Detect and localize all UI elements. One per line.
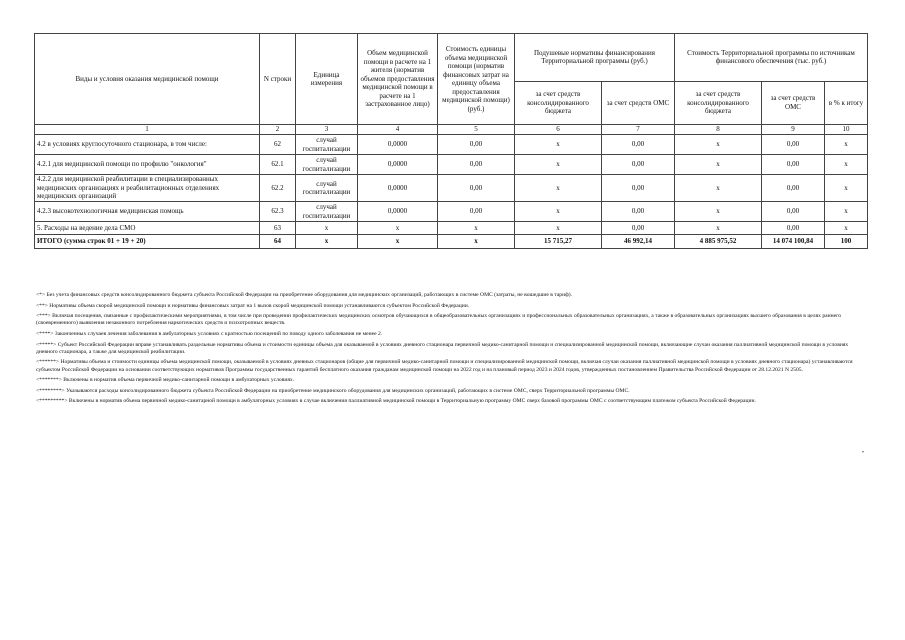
column-number: 5 — [438, 125, 515, 135]
column-number: 3 — [296, 125, 358, 135]
header-line: N строки — [260, 34, 296, 125]
row-unit: х — [296, 222, 358, 235]
column-number: 7 — [602, 125, 675, 135]
total-volume: х — [358, 235, 438, 249]
row-cost-oms: 0,00 — [762, 175, 825, 202]
row-percent: х — [825, 202, 868, 222]
subheader-pc-oms: за счет средств ОМС — [602, 81, 675, 124]
row-cost-budget: х — [675, 222, 762, 235]
total-pc-oms: 46 992,14 — [602, 235, 675, 249]
row-unit: случай госпитализации — [296, 155, 358, 175]
footnote: <*> Без учета финансовых средств консолидированного бюджета субъекта Российской Федерации на приобретение оборудования для медицинских организаций, работающих в системе ОМС (затраты, не вошедшие в тариф). — [36, 292, 572, 298]
table-row — [35, 202, 868, 222]
total-cost-budget: 4 885 975,52 — [675, 235, 762, 249]
header-program-cost: Стоимость Территориальной программы по источникам финансового обеспечения (тыс. руб.) — [675, 34, 868, 82]
row-volume: 0,0000 — [358, 135, 438, 155]
header-per-capita: Подушевые нормативы финансирования Территориальной программы (руб.) — [515, 34, 675, 82]
row-cost-budget: х — [675, 202, 762, 222]
row-line: 62.2 — [260, 175, 296, 202]
row-percent: х — [825, 155, 868, 175]
row-pc-budget: х — [515, 175, 602, 202]
subheader-pc-budget: за счет средств консолидированного бюджета — [515, 81, 602, 124]
footnote: <*******> Включены в норматив объема первичной медико-санитарной помощи в амбулаторных условиях. — [36, 377, 295, 384]
row-cost-oms: 0,00 — [762, 222, 825, 235]
row-unit-cost: 0,00 — [438, 202, 515, 222]
total-line: 64 — [260, 235, 296, 249]
footnote: <********> Указываются расходы консолидированного бюджета субъекта Российской Федерации на приобретение медицинского оборудования для медицинских организаций, работающих в системе ОМС, сверх Территориальной программы ОМС. — [36, 387, 630, 394]
row-name: 5. Расходы на ведение дела СМО — [35, 222, 260, 235]
footnote: <******> Нормативы объема и стоимости единицы объема медицинской помощи, оказываемой в условиях дневных стационаров (общие для первичной медико-санитарной помощи и специализированной медицинской помощи, включая случаи оказания паллиативной медицинской помощи в условиях дневного стационара) устанавливаются субъектом Российской Федерации на основании соответствующих нормативов Программы государственных гарантий бесплатного оказания гражданам медицинской помощи на 2022 год и на плановый период 2023 и 2024 годов, утвержденных постановлением Правительства Российской Федерации от 28.12.2021 N 2505. — [36, 359, 853, 373]
row-unit: случай госпитализации — [296, 202, 358, 222]
total-unit: х — [296, 235, 358, 249]
footnote: <****> Законченных случаев лечения заболевания в амбулаторных условиях с кратностью посещений по поводу одного заболевания не менее 2. — [36, 330, 383, 337]
row-line: 62.1 — [260, 155, 296, 175]
row-pc-oms: 0,00 — [602, 222, 675, 235]
row-percent: х — [825, 135, 868, 155]
total-percent: 100 — [825, 235, 868, 249]
footnote: <*****> Субъект Российской Федерации вправе устанавливать раздельные нормативы объема и стоимости единицы объема для оказываемой в условиях дневного стационара первичной медико-санитарной помощи и специализированной медицинской помощи, включающие случаи оказания паллиативной медицинской помощи в условиях дневного стационара, а также для медицинской реабилитации. — [36, 341, 849, 355]
table-row — [35, 135, 868, 155]
total-unit-cost: х — [438, 235, 515, 249]
subheader-percent: в % к итогу — [825, 81, 868, 124]
row-pc-budget: х — [515, 135, 602, 155]
footnote: <**> Нормативы объема скорой медицинской помощи и нормативы финансовых затрат на 1 вызов скорой медицинской помощи устанавливаются субъектом Российской Федерации. — [36, 302, 470, 309]
row-unit-cost: 0,00 — [438, 155, 515, 175]
header-unit-cost: Стоимость единицы объема медицинской помощи (норматив финансовых затрат на единицу объема предоставления медицинской помощи) (руб.) — [438, 34, 515, 125]
row-name: 4.2.3 высокотехнологичная медицинская помощь — [35, 202, 260, 222]
header-row — [35, 34, 868, 82]
total-cost-oms: 14 074 100,84 — [762, 235, 825, 249]
row-line: 63 — [260, 222, 296, 235]
column-number: 6 — [515, 125, 602, 135]
row-pc-budget: х — [515, 202, 602, 222]
column-number: 4 — [358, 125, 438, 135]
row-unit-cost: 0,00 — [438, 175, 515, 202]
row-volume: 0,0000 — [358, 155, 438, 175]
row-line: 62.3 — [260, 202, 296, 222]
row-pc-oms: 0,00 — [602, 155, 675, 175]
row-pc-budget: х — [515, 222, 602, 235]
header-unit: Единица измерения — [296, 34, 358, 125]
column-number: 9 — [762, 125, 825, 135]
header-volume: Объем медицинской помощи в расчете на 1 жителя (норматив объемов предоставления медицинской помощи в расчете на 1 застрахованное лицо) — [358, 34, 438, 125]
row-name: 4.2 в условиях круглосуточного стационара, в том числе: — [35, 135, 260, 155]
column-number-row — [35, 125, 868, 135]
row-unit-cost: х — [438, 222, 515, 235]
row-cost-oms: 0,00 — [762, 155, 825, 175]
row-pc-oms: 0,00 — [602, 202, 675, 222]
footnotes — [36, 292, 866, 409]
row-percent: х — [825, 175, 868, 202]
row-volume: х — [358, 222, 438, 235]
column-number: 10 — [825, 125, 868, 135]
row-cost-oms: 0,00 — [762, 202, 825, 222]
row-line: 62 — [260, 135, 296, 155]
row-volume: 0,0000 — [358, 202, 438, 222]
row-volume: 0,0000 — [358, 175, 438, 202]
table-row — [35, 155, 868, 175]
row-name: 4.2.2 для медицинской реабилитации в специализированных медицинских организациях и реабилитационных отделениях медицинских организаций — [35, 175, 260, 202]
column-number: 2 — [260, 125, 296, 135]
row-cost-oms: 0,00 — [762, 135, 825, 155]
row-name: 4.2.1 для медицинской помощи по профилю "онкология" — [35, 155, 260, 175]
row-pc-budget: х — [515, 155, 602, 175]
row-cost-budget: х — [675, 155, 762, 175]
footnote: <*********> Включены в норматив объема первичной медико-санитарной помощи в амбулаторных условиях в случае включения паллиативной медицинской помощи в Территориальную программу ОМС сверх базовой программы ОМС с соответствующим платежом субъекта Российской Федерации. — [36, 398, 756, 405]
footnote: <***> Включая посещения, связанные с профилактическими мероприятиями, в том числе при проведении профилактических медицинских осмотров обучающихся в общеобразовательных организациях и профессиональных образовательных организациях, а также в образовательных организациях высшего образования в целях раннего (своевременного) выявления незаконного потребления наркотических средств и психотропных веществ. — [36, 313, 842, 327]
row-unit: случай госпитализации — [296, 175, 358, 202]
row-cost-budget: х — [675, 175, 762, 202]
total-row — [35, 235, 868, 249]
row-unit: случай госпитализации — [296, 135, 358, 155]
table-row — [35, 222, 868, 235]
table-row — [35, 175, 868, 202]
column-number: 8 — [675, 125, 762, 135]
row-percent: х — [825, 222, 868, 235]
closing-quote-mark: " — [862, 451, 865, 457]
total-name: ИТОГО (сумма строк 01 + 19 + 20) — [35, 235, 260, 249]
row-pc-oms: 0,00 — [602, 135, 675, 155]
subheader-cost-oms: за счет средств ОМС — [762, 81, 825, 124]
row-cost-budget: х — [675, 135, 762, 155]
row-unit-cost: 0,00 — [438, 135, 515, 155]
row-pc-oms: 0,00 — [602, 175, 675, 202]
header-type: Виды и условия оказания медицинской помощи — [35, 34, 260, 125]
financing-table — [34, 33, 868, 249]
column-number: 1 — [35, 125, 260, 135]
total-pc-budget: 15 715,27 — [515, 235, 602, 249]
subheader-cost-budget: за счет средств консолидированного бюджета — [675, 81, 762, 124]
